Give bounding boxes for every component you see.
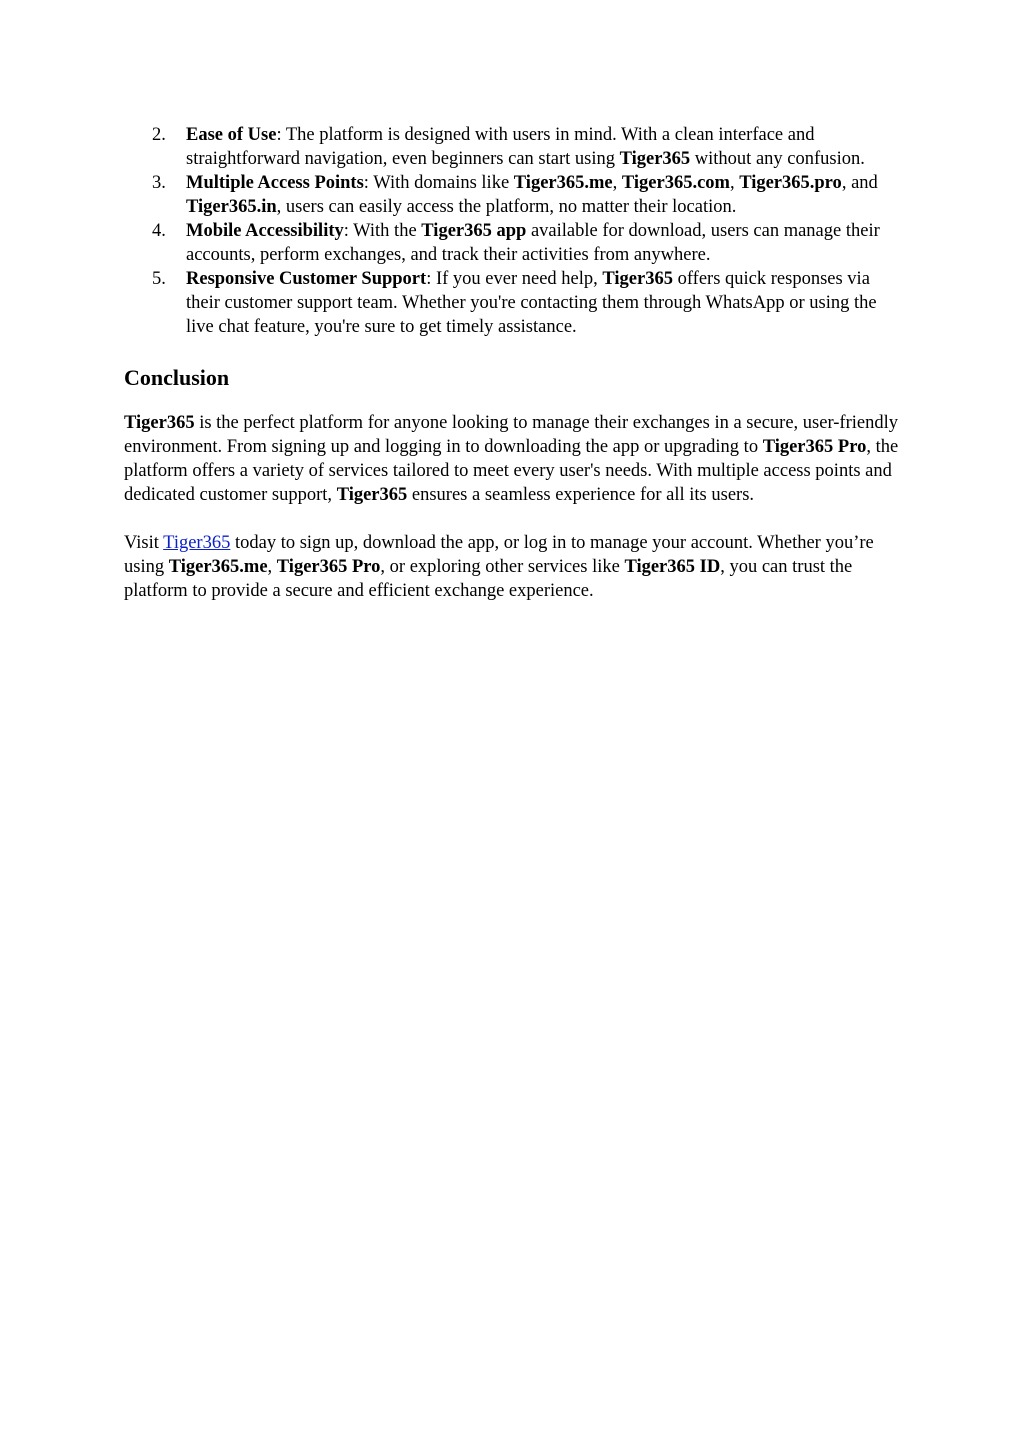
item-text: , — [612, 173, 622, 193]
item-bold: Tiger365.in — [186, 197, 277, 217]
feature-list — [124, 123, 904, 339]
item-bold: Tiger365 app — [421, 221, 527, 241]
paragraph-text: today to sign up, download the app, or log in to manage your account. Whether you’re using — [124, 533, 874, 577]
item-text: offers quick responses via their customer support team. Whether you're contacting them through WhatsApp or using the live chat feature, you're sure to get timely assistance. — [186, 269, 877, 337]
paragraph-text: Visit — [124, 533, 164, 553]
brand-bold: Tiger365 — [336, 485, 408, 505]
item-text: , users can easily access the platform, no matter their location. — [276, 197, 737, 217]
list-item-ease-of-use — [124, 123, 904, 171]
paragraph-text: , — [267, 557, 277, 577]
item-bold: Tiger365 — [619, 149, 691, 169]
brand-bold: Tiger365 Pro — [276, 557, 381, 577]
item-text: , — [729, 173, 740, 193]
item-bold: Tiger365.com — [621, 173, 730, 193]
item-title: Multiple Access Points — [186, 173, 364, 193]
paragraph-text: , or exploring other services like — [380, 557, 625, 577]
item-bold: Tiger365.pro — [739, 173, 842, 193]
item-text: : With domains like — [363, 173, 514, 193]
paragraph-text: , you can trust the platform to provide a secure and efficient exchange experience. — [124, 557, 853, 601]
item-bold: Tiger365.me — [513, 173, 613, 193]
list-number: 5. — [152, 269, 166, 289]
item-text: : The platform is designed with users in mind. With a clean interface and straightforward navigation, even beginners can start using — [186, 125, 815, 169]
item-text: : With the — [343, 221, 422, 241]
item-text: available for download, users can manage their accounts, perform exchanges, and track their activities from anywhere. — [186, 221, 880, 265]
conclusion-paragraph — [124, 411, 904, 507]
tiger365-link[interactable]: Tiger365 — [163, 533, 231, 553]
item-title: Ease of Use — [186, 125, 277, 145]
brand-bold: Tiger365 — [124, 413, 195, 433]
brand-bold: Tiger365 ID — [624, 557, 721, 577]
list-number: 3. — [152, 173, 166, 193]
item-title: Responsive Customer Support — [186, 269, 427, 289]
item-text: without any confusion. — [690, 149, 865, 169]
list-number: 2. — [152, 125, 166, 145]
item-bold: Tiger365 — [602, 269, 673, 289]
conclusion-heading: Conclusion — [124, 365, 230, 390]
brand-bold: Tiger365.me — [168, 557, 268, 577]
paragraph-text: is the perfect platform for anyone looking to manage their exchanges in a secure, user-friendly environment. From signing up and logging in to downloading the app or upgrading to — [124, 413, 898, 457]
visit-paragraph — [124, 531, 904, 603]
page-content — [124, 123, 904, 603]
list-item-multiple-access-points — [124, 171, 904, 219]
paragraph-text: , the platform offers a variety of services tailored to meet every user's needs. With multiple access points and dedicated customer support, — [124, 437, 899, 505]
list-item-responsive-customer-support — [124, 267, 904, 339]
item-text: , and — [841, 173, 878, 193]
paragraph-text: ensures a seamless experience for all its users. — [407, 485, 755, 505]
brand-bold: Tiger365 Pro — [762, 437, 867, 457]
item-title: Mobile Accessibility — [186, 221, 344, 241]
item-text: : If you ever need help, — [426, 269, 603, 289]
list-number: 4. — [152, 221, 166, 241]
list-item-mobile-accessibility — [124, 219, 904, 267]
